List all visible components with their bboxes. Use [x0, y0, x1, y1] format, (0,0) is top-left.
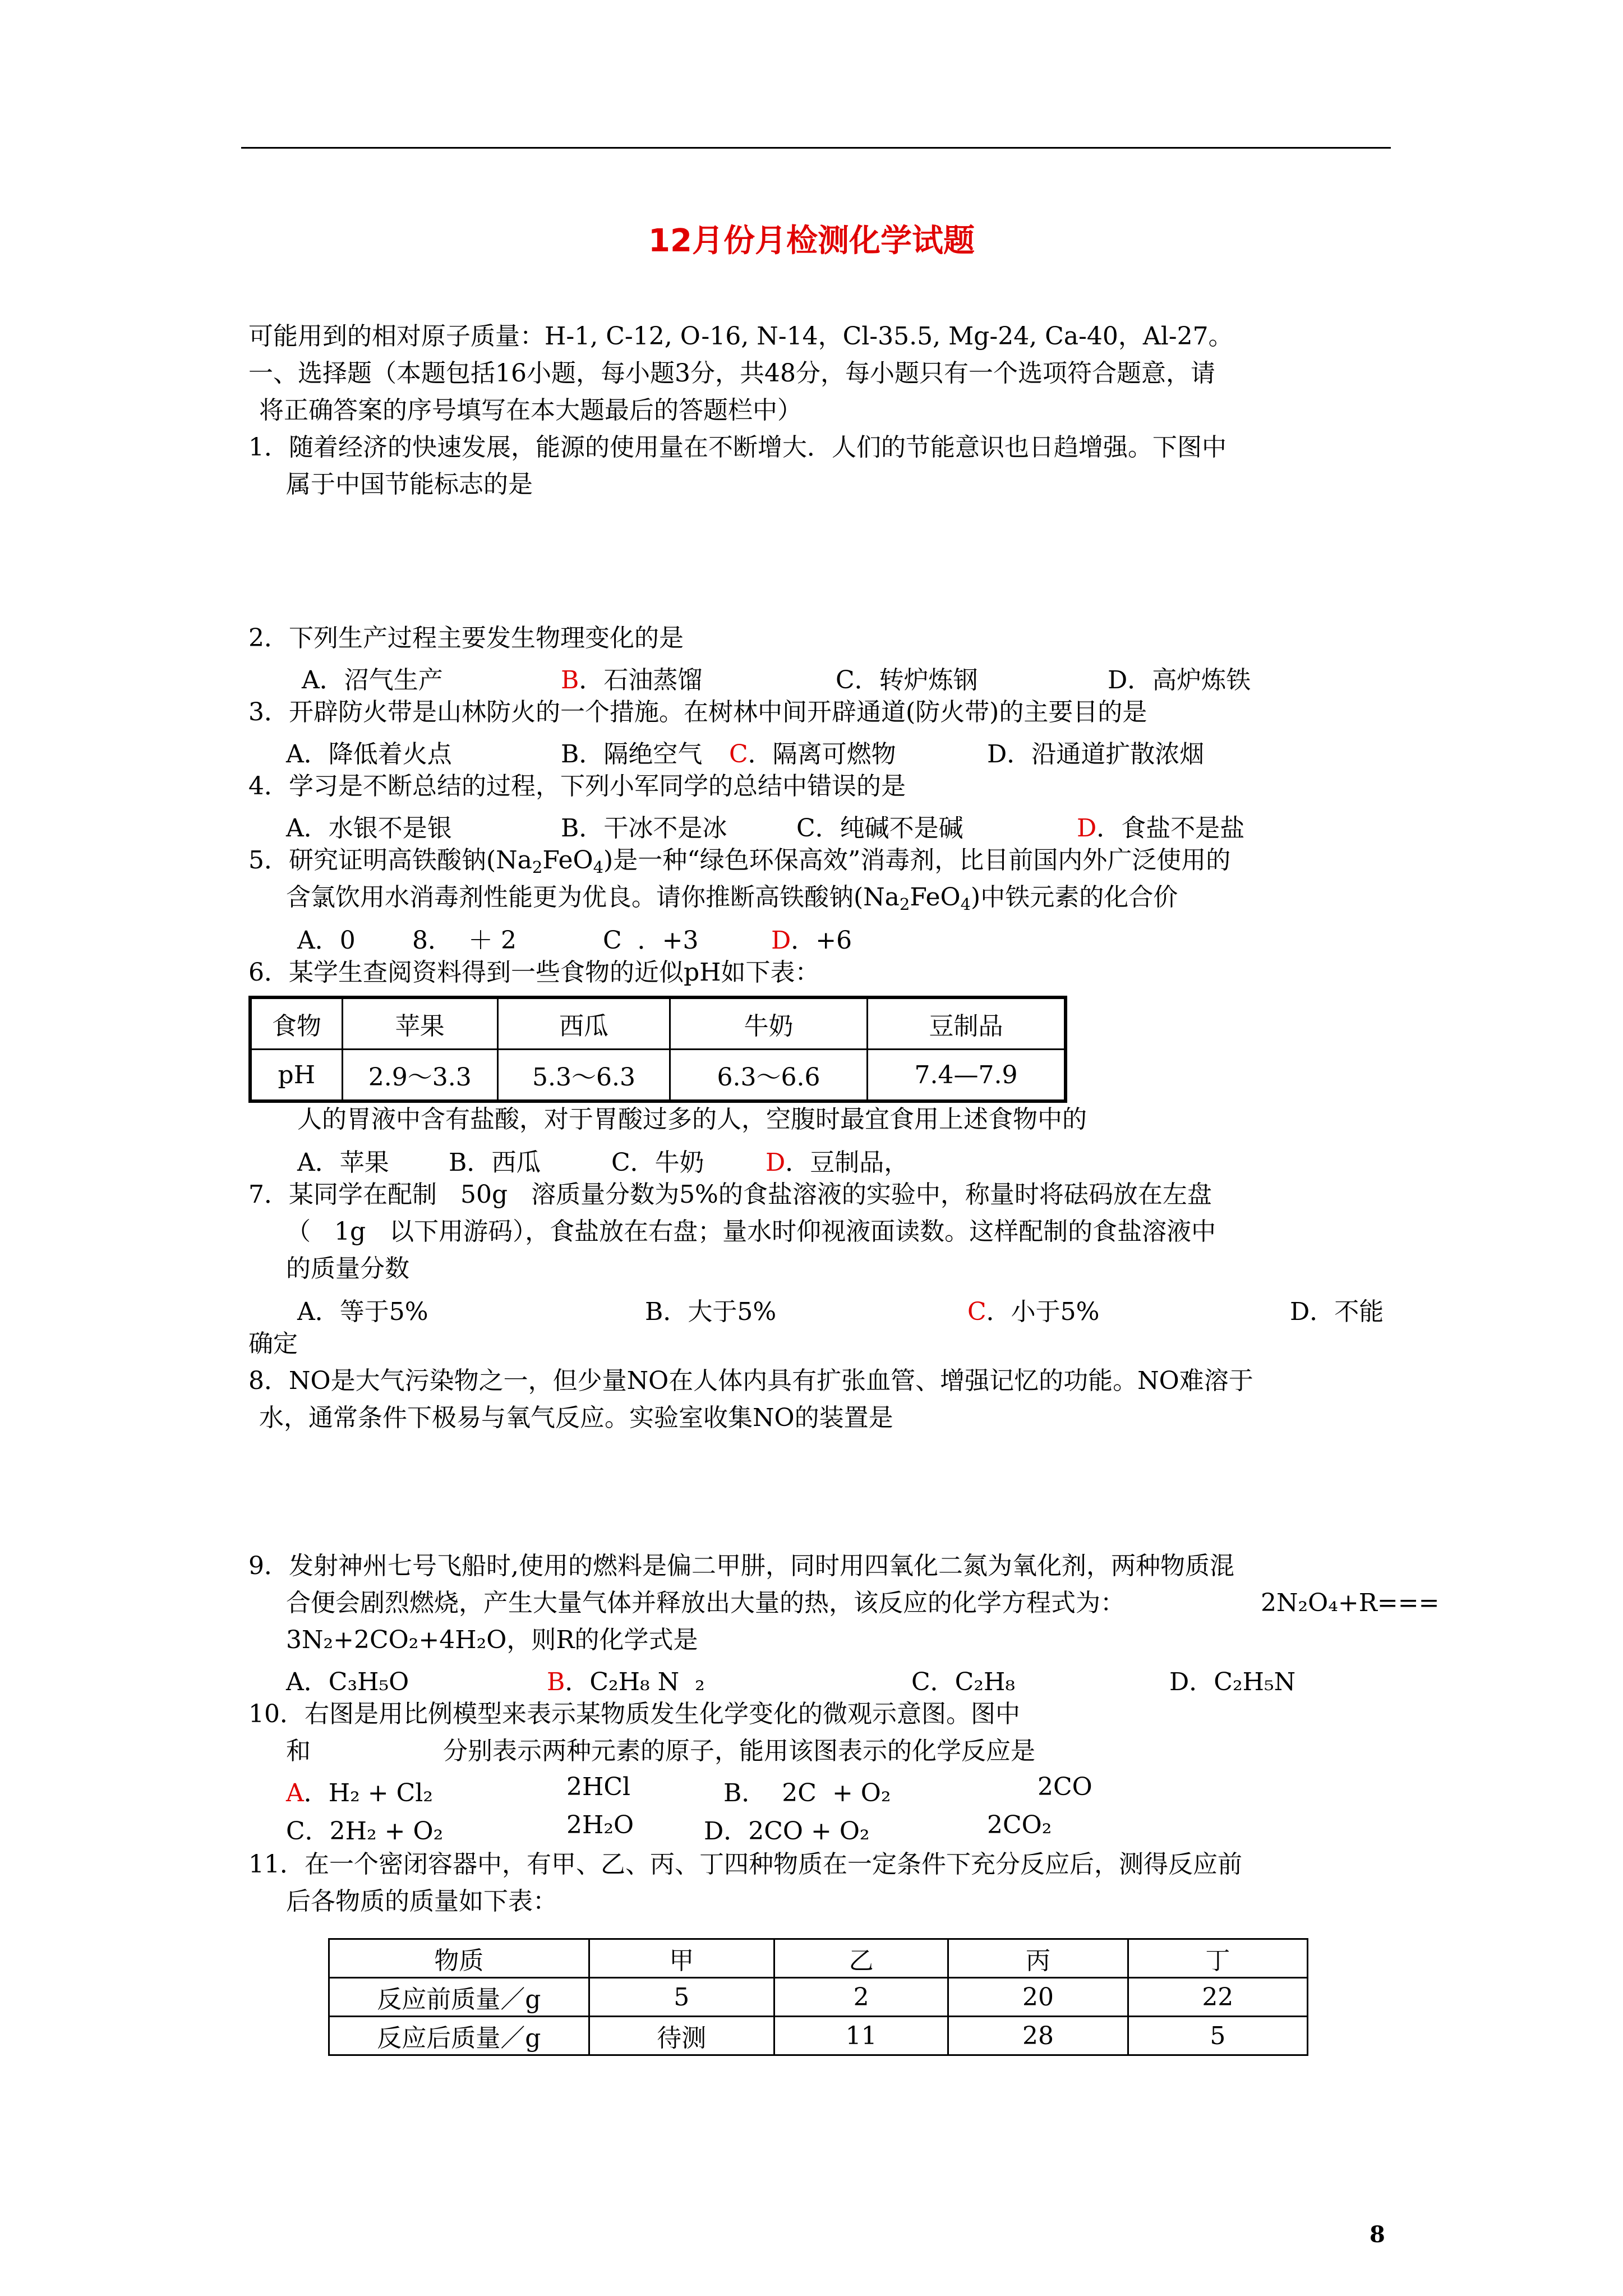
q5-option-b: 8． ＋ 2 [412, 926, 517, 955]
q10-line2a: 和 [286, 1737, 311, 1765]
q2-stem: 2．下列生产过程主要发生物理变化的是 [248, 624, 684, 652]
q10-option-d: D．2CO + O₂ [704, 1817, 870, 1846]
q2-option-b: B．石油蒸馏 [561, 666, 703, 694]
q6-option-a: A．苹果 [297, 1148, 389, 1177]
table-cell: 待测 [589, 2017, 774, 2055]
q9-option-a: A．C₃H₅O [286, 1668, 409, 1696]
q6-option-d: D．豆制品， [766, 1148, 909, 1177]
q4-stem: 4．学习是不断总结的过程，下列小军同学的总结中错误的是 [248, 772, 906, 800]
q2-option-a: A．沼气生产 [302, 666, 443, 694]
table-cell: 苹果 [342, 997, 497, 1050]
table-cell: 20 [948, 1978, 1128, 2017]
q10-line1: 10．右图是用比例模型来表示某物质发生化学变化的微观示意图。图中 [248, 1700, 1020, 1728]
q2-option-d: D．高炉炼铁 [1108, 666, 1251, 694]
q4-option-b: B．干冰不是冰 [561, 814, 727, 843]
table-cell: 6.3～6.6 [670, 1050, 868, 1102]
q6-after: 人的胃液中含有盐酸，对于胃酸过多的人，空腹时最宜食用上述食物中的 [297, 1105, 1087, 1134]
q4-option-a: A．水银不是银 [286, 814, 452, 843]
table-cell: 22 [1128, 1978, 1307, 2017]
q10-option-b: B． 2C + O₂ [723, 1779, 891, 1807]
q10-option-a-product: 2HCl [566, 1773, 631, 1801]
q5-option-d: D．+6 [771, 926, 852, 955]
q3-option-d: D．沿通道扩散浓烟 [987, 740, 1205, 769]
q10-option-c: C．2H₂ + O₂ [286, 1817, 444, 1846]
table-cell: 西瓜 [497, 997, 670, 1050]
q1-line1: 1．随着经济的快速发展，能源的使用量在不断增大．人们的节能意识也日趋增强。下图中 [248, 433, 1227, 462]
table-cell: 牛奶 [670, 997, 868, 1050]
ph-table-header-row [250, 997, 1066, 1050]
q3-option-a: A．降低着火点 [286, 740, 452, 769]
q7-option-d-cont: 确定 [248, 1329, 298, 1358]
table-cell: 5 [589, 1978, 774, 2017]
q7-line3: 的质量分数 [286, 1254, 409, 1283]
q8-line1: 8．NO是大气污染物之一，但少量NO在人体内具有扩张血管、增强记忆的功能。NO难溶于 [248, 1366, 1253, 1395]
table-cell: 28 [948, 2017, 1128, 2055]
q9-line1: 9．发射神州七号飞船时,使用的燃料是偏二甲肼，同时用四氧化二氮为氧化剂，两种物质混 [248, 1552, 1234, 1580]
q9-option-c: C．C₂H₈ [911, 1668, 1015, 1696]
ph-table-row [250, 1050, 1066, 1102]
atomic-masses: 可能用到的相对原子质量：H-1, C-12, O-16, N-14，Cl-35.5, Mg-24, Ca-40，Al-27。 [248, 322, 1233, 351]
q3-option-c: C．隔离可燃物 [729, 740, 896, 769]
q9-line3: 3N₂+2CO₂+4H₂O，则R的化学式是 [286, 1626, 698, 1654]
q9-equation: 2N₂O₄+R=== [1261, 1589, 1440, 1617]
q7-option-a: A．等于5% [297, 1297, 428, 1326]
table-cell: 反应后质量／g [329, 2017, 589, 2055]
table-cell: 5.3～6.3 [497, 1050, 670, 1102]
table-cell: 反应前质量／g [329, 1978, 589, 2017]
q6-option-b: B．西瓜 [449, 1148, 541, 1177]
q10-option-a: A．H₂ + Cl₂ [286, 1779, 434, 1807]
table-row [329, 1978, 1308, 2017]
q1-line2: 属于中国节能标志的是 [286, 470, 533, 499]
ph-table [248, 996, 1067, 1103]
q6-option-c: C．牛奶 [611, 1148, 704, 1177]
q7-option-c: C．小于5% [967, 1297, 1100, 1326]
q10-line2b: 分别表示两种元素的原子，能用该图表示的化学反应是 [443, 1737, 1035, 1765]
q4-option-d: D．食盐不是盐 [1077, 814, 1245, 843]
q7-line2: （ 1g 以下用游码），食盐放在右盘；量水时仰视液面读数。这样配制的食盐溶液中 [286, 1217, 1216, 1246]
q10-option-b-product: 2CO [1038, 1773, 1092, 1801]
q11-line1: 11．在一个密闭容器中，有甲、乙、丙、丁四种物质在一定条件下充分反应后，测得反应前 [248, 1850, 1242, 1879]
table-cell: 2 [774, 1978, 948, 2017]
page-number: 8 [1370, 2221, 1385, 2248]
table-cell: 2.9～3.3 [342, 1050, 497, 1102]
q10-option-d-product: 2CO₂ [987, 1811, 1052, 1839]
q5-line1: 5．研究证明高铁酸钠$(Na_2FeO_4)$是一种“绿色环保高效”消毒剂，比目前国内外广泛使用的 [248, 846, 1231, 877]
q5-line2: 含氯饮用水消毒剂性能更为优良。请你推断高铁酸钠$(Na_2FeO_4)$中铁元素的化合价 [286, 883, 1178, 914]
header-rule [241, 147, 1391, 149]
table-cell: 物质 [329, 1939, 589, 1978]
q8-line2: 水，通常条件下极易与氧气反应。实验室收集NO的装置是 [259, 1404, 893, 1432]
table-cell: 乙 [774, 1939, 948, 1978]
mass-table-header-row [329, 1939, 1308, 1978]
table-cell: pH [250, 1050, 342, 1102]
section1-line1: 一、选择题（本题包括16小题，每小题3分，共48分，每小题只有一个选项符合题意，请 [248, 359, 1215, 388]
table-cell: 食物 [250, 997, 342, 1050]
q9-line2: 合便会剧烈燃烧，产生大量气体并释放出大量的热，该反应的化学方程式为： [286, 1589, 1125, 1617]
q6-stem: 6．某学生查阅资料得到一些食物的近似pH如下表： [248, 958, 820, 987]
table-cell: 5 [1128, 2017, 1307, 2055]
table-cell: 丙 [948, 1939, 1128, 1978]
q9-option-d: D．C₂H₅N [1169, 1668, 1296, 1696]
q4-option-c: C．纯碱不是碱 [796, 814, 963, 843]
table-cell: 甲 [589, 1939, 774, 1978]
table-cell: 豆制品 [868, 997, 1066, 1050]
section1-line2: 将正确答案的序号填写在本大题最后的答题栏中） [259, 396, 802, 425]
q11-line2: 后各物质的质量如下表： [286, 1887, 557, 1916]
q5-option-a: A．0 [297, 926, 356, 955]
table-cell: 7.4—7.9 [868, 1050, 1066, 1102]
q7-line1: 7．某同学在配制 50g 溶质量分数为5%的食盐溶液的实验中，称量时将砝码放在左盘 [248, 1180, 1212, 1209]
q3-option-b: B．隔绝空气 [561, 740, 703, 769]
q10-option-c-product: 2H₂O [566, 1811, 634, 1839]
table-cell: 丁 [1128, 1939, 1307, 1978]
page-title: 12月份月检测化学试题 [648, 223, 975, 259]
q2-option-c: C．转炉炼钢 [836, 666, 978, 694]
q7-option-d: D．不能 [1290, 1297, 1384, 1326]
mass-table [328, 1938, 1308, 2056]
table-cell: 11 [774, 2017, 948, 2055]
q3-stem: 3．开辟防火带是山林防火的一个措施。在树林中间开辟通道(防火带)的主要目的是 [248, 698, 1147, 726]
q7-option-b: B．大于5% [645, 1297, 777, 1326]
q5-option-c: C ．+3 [603, 926, 699, 955]
q9-option-b: B．C₂H₈ N ₂ [547, 1668, 705, 1696]
table-row [329, 2017, 1308, 2055]
